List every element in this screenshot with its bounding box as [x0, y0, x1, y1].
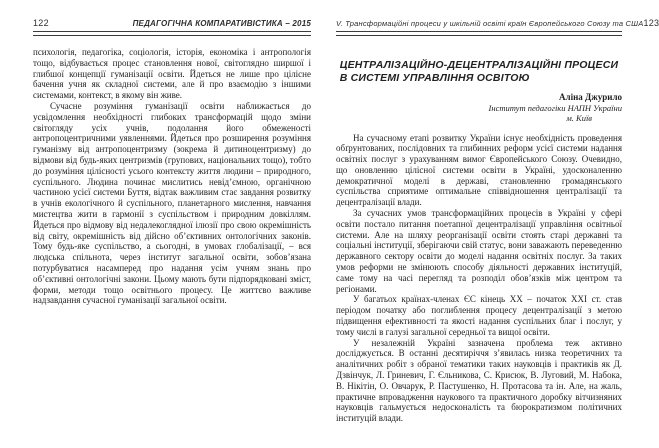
author-name: Аліна Джурило: [559, 92, 622, 102]
paragraph: На сучасному етапі розвитку України існує необхідність проведення обґрунтованих, послідовних та глибинних реформ усієї системи надання освітніх послуг з урахуванням вимог Європейського Союзу. Очевидно, що оновленню цілісної системи освіти в Україні, удосконаленню демократичної моделі в державі, становленню громадянського суспільства сприятиме оптимальне співвідношення централізації та децентралізації влади.: [336, 132, 622, 208]
left-running-head: [33, 14, 311, 28]
right-running-head: [336, 14, 659, 28]
paragraph: За сучасних умов трансформаційних процесів в Україні у сфері освіти постало питання поетапної децентралізації управління освітньої системи. Але на шляху реорганізації освіти стоять старі державні та соціальні інституції, зберігаючи свій статус, вони заважають переведенню державного сектору освіти до моделі надання освітніх послуг. За таких умов реформи не змінюють способу діяльності державних інституцій, саме тому на часі перегляд та розподіл обов’язків між центром та регіонами.: [336, 208, 622, 294]
left-head-rule: [33, 31, 311, 36]
right-page-number: 123: [643, 18, 659, 28]
paragraph: У незалежній Україні зазначена проблема теж активно досліджується. В останні десятиріччя з’явилась низка теоретичних та аналітичних робіт з обраної тематики таких науковців і практиків як Д. Дзвінчук, Л. Гриневич, Г. Єльникова, С. Крисюк, В. Луговий, М. Набока, В. Нікітін, О. Овчарук, Р. Пастушенко, Н. Протасова та ін. Але, на жаль, практичне впровадження наукового та практичного доробку вітчизняних науковців гальмується недосконалість та бюрократизмом політичних інституцій влади.: [336, 337, 622, 424]
left-page-number: 122: [33, 18, 49, 28]
left-running-title: ПЕДАГОГІЧНА КОМПАРАТИВІСТИКА – 2015: [132, 19, 311, 28]
author-city: м. Київ: [566, 113, 592, 123]
author-affiliation: Інститут педагогіки НАПН України: [488, 102, 622, 113]
paragraph: Сучасне розуміння гуманізації освіти наближається до усвідомлення необхідності глибоких трансформацій щодо зміни світогляду усіх учнів, подолання його обмеженості антропоцентричними уявленнями. Йдеться про розширення розуміння гуманізму від антропоцентризму (зокрема й дитиноцентризму) до відмови від будь-яких центризмів (групових, національних тощо), тобто до розуміння цілісності усього контексту життя людини – природного, суспільного. Людина починає мислитись невід’ємною, органічною частиною усієї системи Буття, відтак важливим стає завдання розвитку в учнів екологічного й суспільного, планетарного мислення, навчання мистецтва жити в гармонії з суспільством і природним довкіллям. Йдеться про відмову від недалекоглядної ілюзії про свою окремішність від світу, окремішність від дійсно об’єктивних онтологічних законів. Тому будь-яке суспільство, а сьогодні, в умовах глобалізації, – вся людська спільнота, через інститут загальної освіти, зобов’язана потурбуватися насамперед про надання усім учням знань про об’єктивні онтологічні закони. Цьому мають бути підпорядковані зміст, форми, методи тощо освітнього процесу. Це життєво важливе надзавдання сучасної гуманізації загальної освіти.: [33, 100, 311, 306]
article-title-line1: ЦЕНТРАЛІЗАЦІЙНО-ДЕЦЕНТРАЛІЗАЦІЙНІ ПРОЦЕСИ: [339, 59, 619, 71]
right-head-rule: [336, 31, 622, 36]
left-body-text: [33, 47, 311, 306]
paragraph: психологія, педагогіка, соціологія, історія, економіка і антропологія тощо, відбувається процес становлення нової, світоглядно ширшої і глибшої концепції гуманізації освіти. Йдеться не лише про цілісне бачення учня як складної системи, але й про взаємодію з іншими системами, контекст, в якому він живе.: [33, 47, 311, 101]
author-block: [336, 92, 622, 124]
page-right: [336, 14, 659, 424]
page-left: [33, 14, 311, 306]
paragraph: У багатьох країнах-членах ЄС кінець XX – початок XXI ст. став періодом початку або поглиблення процесу децентралізації з метою підвищення ефективності та якості надання суспільних благ і послуг, у тому числі в галузі загальної середньої та вищої освіти.: [336, 294, 622, 337]
article-title: [340, 59, 619, 85]
right-running-title: V. Трансформаційні процеси у шкільній освіті країн Європейського Союзу та США: [336, 19, 644, 28]
right-body-text: [336, 133, 622, 425]
article-title-line2: В СИСТЕМІ УПРАВЛІННЯ ОСВІТОЮ: [339, 72, 530, 84]
